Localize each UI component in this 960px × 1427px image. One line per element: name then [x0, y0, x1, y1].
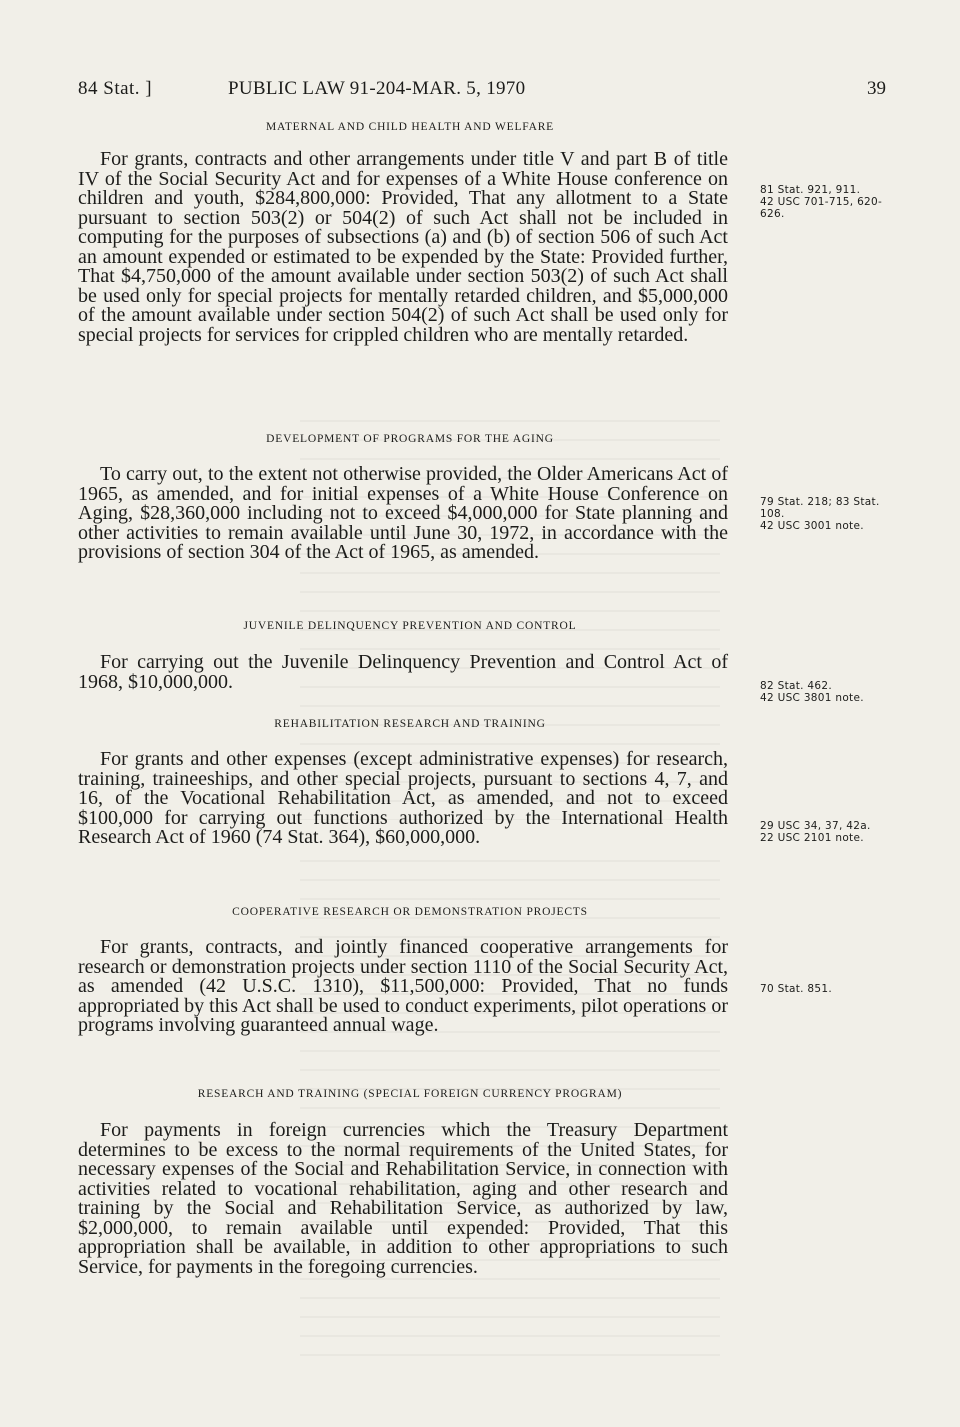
paragraph-text: For payments in foreign currencies which the Treasury Department determines to be excess to the normal requirements of the United States, for necessary expenses of the Social and Rehabilitation Service, in connection with activities related to vocational rehabilitation, aging and other research and training by the Social and Rehabilitation Service, as authorized by law, $2,000,000, to remain available until expended: Provided, That this appropriation shall be available, in addition to other appropriations to such Service, for payments in the foregoing currencies. [78, 1119, 728, 1278]
page-number: 39 [867, 78, 886, 99]
paragraph-text: For grants, contracts, and jointly financed cooperative arrangements for research or demonstration projects under section 1110 of the Social Security Act, as amended (42 U.S.C. 1310), $11,500,000: Provided, That no funds appropriated by this Act shall be used to conduct experiments, pilot operations or programs involving guaranteed annual wage. [78, 936, 728, 1036]
margin-note-juvenile-delinquency: 82 Stat. 462. 42 USC 3801 note. [760, 680, 864, 704]
section-heading-maternal-child-health: MATERNAL AND CHILD HEALTH AND WELFARE [265, 121, 555, 133]
volume-reference: 84 Stat. ] [78, 78, 153, 99]
paragraph-text: For grants, contracts and other arrangements under title V and part B of title IV of the Social Security Act and for expenses of a White House conference on children and youth, $284,800,000: Provided, That any allotment to a State pursuant to section 503(2) or 504(2) of such Act shall not be included in computing for the purposes of subsections (a) and (b) of section 506 of such Act an amount expended or estimated to be expended by the State: Provided further, That $4,750,000 of the amount available under section 503(2) of such Act shall be used only for special projects for mentally retarded children, and $5,000,000 of the amount available under section 504(2) of such Act shall be used only for special projects for services for crippled children who are mentally retarded. [78, 148, 728, 346]
paragraph-text: For carrying out the Juvenile Delinquency Prevention and Control Act of 1968, $10,000,000. [78, 651, 728, 693]
page-header [78, 78, 886, 106]
section-heading-aging-programs: DEVELOPMENT OF PROGRAMS FOR THE AGING [266, 433, 554, 445]
paragraph-text: To carry out, to the extent not otherwise provided, the Older Americans Act of 1965, as amended, and for initial expenses of a White House Conference on Aging, $28,360,000 including not to exceed $4,000,000 for State planning and other activities to remain available until June 30, 1972, in accordance with the provisions of section 304 of the Act of 1965, as amended. [78, 463, 728, 563]
section-heading-juvenile-delinquency: JUVENILE DELINQUENCY PREVENTION AND CONTROL [243, 620, 577, 632]
page-title: PUBLIC LAW 91-204-MAR. 5, 1970 [228, 78, 526, 99]
paragraph-text: For grants and other expenses (except administrative expenses) for research, training, traineeships, and other special projects, pursuant to sections 4, 7, and 16, of the Vocational Rehabilitation Act, as amended, and not to exceed $100,000 for carrying out functions authorized by the International Health Research Act of 1960 (74 Stat. 364), $60,000,000. [78, 748, 728, 848]
section-body-aging-programs [78, 465, 728, 563]
section-body-juvenile-delinquency [78, 653, 728, 692]
margin-note-maternal-child-health: 81 Stat. 921, 911. 42 USC 701-715, 620-626. [760, 184, 883, 220]
section-body-cooperative-research [78, 938, 728, 1036]
margin-note-aging-programs: 79 Stat. 218; 83 Stat. 108. 42 USC 3001 note. [760, 496, 880, 532]
section-heading-rehabilitation-research: REHABILITATION RESEARCH AND TRAINING [274, 718, 546, 730]
section-body-foreign-currency-program [78, 1121, 728, 1277]
margin-note-rehabilitation-research: 29 USC 34, 37, 42a. 22 USC 2101 note. [760, 820, 871, 844]
section-body-maternal-child-health [78, 150, 728, 345]
bleed-through-texture [300, 860, 720, 1360]
section-body-rehabilitation-research [78, 750, 728, 848]
section-heading-cooperative-research: COOPERATIVE RESEARCH OR DEMONSTRATION PROJECTS [232, 906, 588, 918]
section-heading-foreign-currency-program: RESEARCH AND TRAINING (SPECIAL FOREIGN CURRENCY PROGRAM) [197, 1088, 623, 1100]
margin-note-cooperative-research: 70 Stat. 851. [760, 983, 832, 995]
